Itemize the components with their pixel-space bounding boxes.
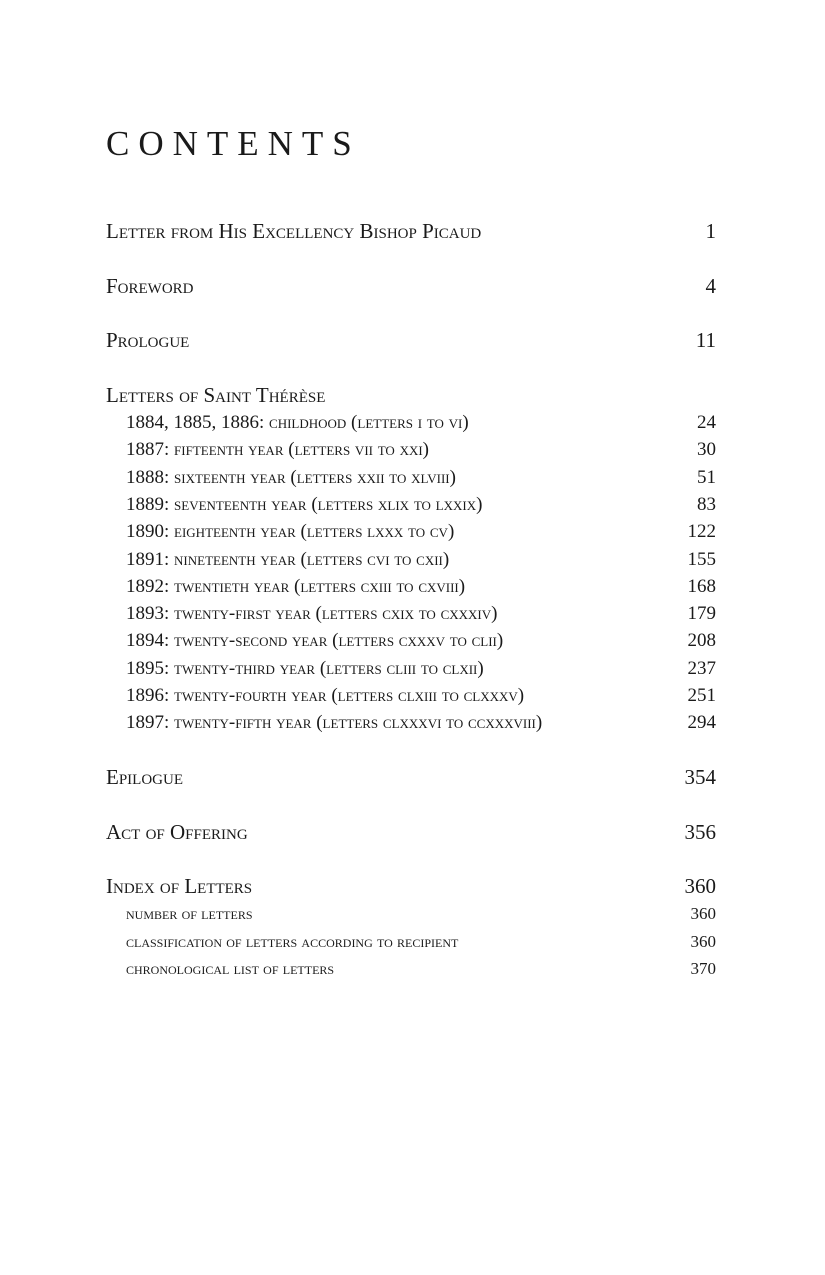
- toc-page-number: 356: [684, 819, 716, 844]
- toc-section-label: Act of Offering: [106, 819, 248, 844]
- toc-section-row[interactable]: [106, 273, 716, 300]
- toc-page-number: 155: [687, 548, 716, 570]
- section-spacer: [106, 300, 716, 327]
- section-spacer: [106, 737, 716, 764]
- toc-entry-row[interactable]: [106, 900, 716, 927]
- toc-entry-row[interactable]: [106, 464, 716, 491]
- toc-section-label: Foreword: [106, 273, 194, 298]
- toc-page-number: 370: [690, 959, 716, 979]
- toc-entry-row[interactable]: [106, 573, 716, 600]
- toc-page-number: 360: [690, 931, 716, 951]
- toc-entry-row[interactable]: [106, 655, 716, 682]
- toc-section-row[interactable]: [106, 819, 716, 846]
- toc-page-number: 237: [687, 657, 716, 679]
- toc-section-row[interactable]: [106, 764, 716, 791]
- toc-entry-label: 1887: fifteenth year (letters vii to xxi): [126, 439, 430, 461]
- toc-entry-label: 1889: seventeenth year (letters xlix to lxxix): [126, 493, 483, 515]
- toc-page-number: 1: [705, 219, 716, 243]
- toc-page-number: 179: [687, 603, 716, 625]
- toc-section-row[interactable]: [106, 873, 716, 900]
- toc-section-label: Index of Letters: [106, 874, 253, 899]
- toc-page-number: 168: [687, 575, 716, 597]
- toc-entry-label: 1892: twentieth year (letters cxiii to cxviii): [126, 575, 466, 597]
- toc-page-number: 30: [697, 439, 716, 461]
- toc-entry-row[interactable]: [106, 436, 716, 463]
- toc-entry-row[interactable]: [106, 928, 716, 955]
- toc-entry-label: 1893: twenty-first year (letters cxix to cxxxiv): [126, 603, 498, 625]
- toc-page-number: 208: [687, 630, 716, 652]
- toc-section-row[interactable]: [106, 327, 716, 354]
- toc-entry-label: 1891: nineteenth year (letters cvi to cxii): [126, 548, 450, 570]
- page-title: CONTENTS: [106, 124, 361, 163]
- toc-entry-row[interactable]: [106, 627, 716, 654]
- toc-entry-row[interactable]: [106, 600, 716, 627]
- toc-page-number: 4: [705, 273, 716, 298]
- toc-page-number: 251: [687, 685, 716, 707]
- toc-entry-row[interactable]: [106, 682, 716, 709]
- toc-page-number: 24: [697, 412, 716, 434]
- table-of-contents: [106, 218, 716, 982]
- toc-section-label: Letter from His Excellency Bishop Picaud: [106, 219, 482, 243]
- toc-section-label: Letters of Saint Thérèse: [106, 382, 326, 407]
- toc-page-number: 360: [690, 904, 716, 924]
- toc-entry-label: 1896: twenty-fourth year (letters clxiii to clxxxv): [126, 685, 525, 707]
- toc-section-label: Epilogue: [106, 764, 183, 789]
- toc-entry-label: 1890: eighteenth year (letters lxxx to cv): [126, 521, 455, 543]
- toc-section-label: Prologue: [106, 328, 190, 353]
- toc-entry-row[interactable]: [106, 709, 716, 736]
- toc-entry-label: 1895: twenty-third year (letters cliii to clxii): [126, 657, 484, 679]
- toc-page-number: 360: [684, 874, 716, 899]
- toc-entry-label: 1888: sixteenth year (letters xxii to xlviii): [126, 466, 456, 488]
- section-spacer: [106, 846, 716, 873]
- toc-section-row[interactable]: [106, 382, 716, 409]
- toc-page-number: 51: [697, 466, 716, 488]
- toc-entry-label: 1884, 1885, 1886: childhood (letters i to vi): [126, 412, 469, 434]
- section-spacer: [106, 354, 716, 381]
- toc-entry-row[interactable]: [106, 955, 716, 982]
- toc-entry-label: chronological list of letters: [126, 959, 335, 979]
- section-spacer: [106, 791, 716, 818]
- section-spacer: [106, 245, 716, 272]
- toc-page-number: 294: [687, 712, 716, 734]
- toc-entry-row[interactable]: [106, 518, 716, 545]
- toc-page-number: 354: [684, 764, 716, 789]
- toc-page-number: 122: [687, 521, 716, 543]
- toc-page-number: 83: [697, 493, 716, 515]
- toc-entry-label: 1894: twenty-second year (letters cxxxv to clii): [126, 630, 504, 652]
- toc-entry-row[interactable]: [106, 409, 716, 436]
- toc-page-number: 11: [695, 328, 716, 353]
- toc-entry-label: number of letters: [126, 904, 253, 924]
- toc-entry-label: classification of letters according to recipient: [126, 931, 459, 951]
- toc-entry-label: 1897: twenty-fifth year (letters clxxxvi to ccxxxviii): [126, 712, 543, 734]
- toc-entry-row[interactable]: [106, 491, 716, 518]
- toc-entry-row[interactable]: [106, 546, 716, 573]
- toc-section-row[interactable]: [106, 218, 716, 245]
